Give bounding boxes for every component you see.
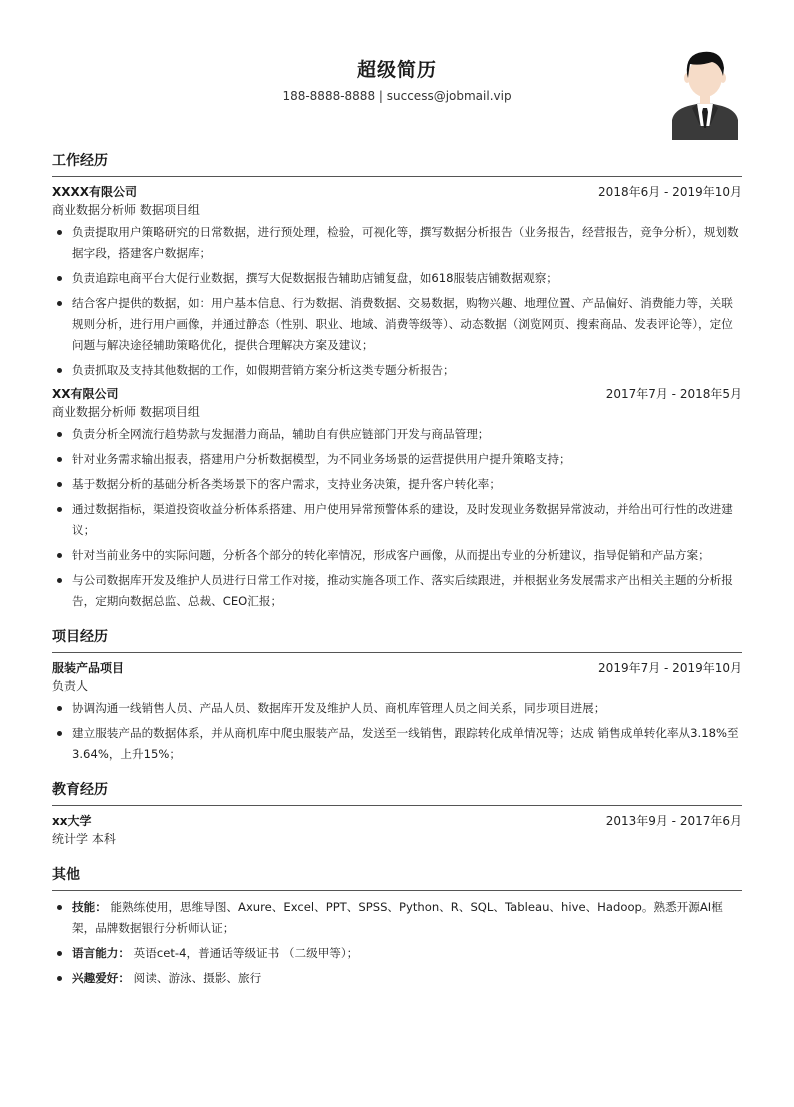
list-item: 协调沟通一线销售人员、产品人员、数据库开发及维护人员、商机库管理人员之间关系，同步项目进展； [52, 698, 742, 719]
list-item [52, 968, 742, 989]
list-item: 基于数据分析的基础分析各类场景下的客户需求，支持业务决策，提升客户转化率； [52, 474, 742, 495]
item-text: 阅读、游泳、摄影、旅行 [133, 971, 262, 985]
project-entry [52, 659, 742, 765]
section-title-other: 其他 [52, 864, 742, 891]
item-text: 英语cet-4，普通话等级证书 （二级甲等）； [133, 946, 359, 960]
company-name: XXXX有限公司 [52, 185, 138, 199]
project-experience-section [52, 626, 742, 765]
company-name: XX有限公司 [52, 387, 119, 401]
duty-list [52, 698, 742, 765]
list-item: 负责追踪电商平台大促行业数据，撰写大促数据报告辅助店铺复盘，如618服装店铺数据观察； [52, 268, 742, 289]
work-experience-section [52, 150, 742, 612]
education-entry [52, 812, 742, 848]
list-item: 负责抓取及支持其他数据的工作，如假期营销方案分析这类专题分析报告； [52, 360, 742, 381]
duty-list [52, 222, 742, 381]
date-range: 2013年9月 - 2017年6月 [605, 814, 742, 828]
duty-list [52, 424, 742, 612]
list-item: 负责分析全网流行趋势款与发掘潜力商品，辅助自有供应链部门开发与商品管理； [52, 424, 742, 445]
resume-page [52, 0, 742, 993]
project-name: 服装产品项目 [52, 661, 125, 675]
list-item [52, 943, 742, 964]
job-role: 商业数据分析师 数据项目组 [52, 203, 200, 217]
candidate-name: 超级简历 [356, 59, 437, 81]
list-item: 建立服装产品的数据体系，并从商机库中爬虫服装产品，发送至一线销售，跟踪转化成单情况等；达成 销售成单转化率从3.18%至3.64%，上升15%； [52, 723, 742, 765]
section-title-education: 教育经历 [52, 779, 742, 806]
other-list [52, 897, 742, 989]
section-title-projects: 项目经历 [52, 626, 742, 653]
job-role: 商业数据分析师 数据项目组 [52, 405, 200, 419]
item-label: 兴趣爱好： [72, 971, 130, 985]
major-degree: 统计学 本科 [52, 832, 116, 846]
resume-header [52, 0, 742, 150]
date-range: 2018年6月 - 2019年10月 [598, 185, 742, 199]
other-section [52, 864, 742, 989]
work-entry [52, 385, 742, 612]
date-range: 2019年7月 - 2019年10月 [598, 661, 742, 675]
item-label: 技能： [72, 900, 107, 914]
list-item: 针对业务需求输出报表，搭建用户分析数据模型，为不同业务场景的运营提供用户提升策略支持； [52, 449, 742, 470]
school-name: xx大学 [52, 814, 92, 828]
project-role: 负责人 [52, 679, 89, 693]
list-item: 与公司数据库开发及维护人员进行日常工作对接，推动实施各项工作、落实后续跟进，并根据业务发展需求产出相关主题的分析报告，定期向数据总监、总裁、CEO汇报； [52, 570, 742, 612]
section-title-work: 工作经历 [52, 150, 742, 177]
item-label: 语言能力： [72, 946, 130, 960]
contact-info: 188-8888-8888 | success@jobmail.vip [282, 89, 512, 103]
work-entry [52, 183, 742, 381]
list-item: 通过数据指标，渠道投资收益分析体系搭建、用户使用异常预警体系的建设，及时发现业务数据异常波动，并给出可行性的改进建议； [52, 499, 742, 541]
list-item: 结合客户提供的数据，如：用户基本信息、行为数据、消费数据、交易数据，购物兴趣、地理位置、产品偏好、消费能力等，关联规则分析，进行用户画像，并通过静态（性别、职业、地域、消费等级等）、动态数据（浏览网页、搜索商品、发表评论等），定位问题与解决途径辅助策略优化，提供合理解决方案及建议； [52, 293, 742, 356]
list-item: 负责提取用户策略研究的日常数据，进行预处理，检验，可视化等，撰写数据分析报告（业务报告，经营报告，竞争分析），规划数据字段，搭建客户数据库； [52, 222, 742, 264]
education-section [52, 779, 742, 848]
businessman-avatar-icon [670, 48, 740, 140]
list-item [52, 897, 742, 939]
date-range: 2017年7月 - 2018年5月 [605, 387, 742, 401]
item-text: 能熟练使用，思维导图、Axure、Excel、PPT、SPSS、Python、R、SQL、Tableau、hive、Hadoop。熟悉开源AI框架，品牌数据银行分析师认证； [72, 900, 723, 935]
list-item: 针对当前业务中的实际问题，分析各个部分的转化率情况，形成客户画像，从而提出专业的分析建议，指导促销和产品方案； [52, 545, 742, 566]
